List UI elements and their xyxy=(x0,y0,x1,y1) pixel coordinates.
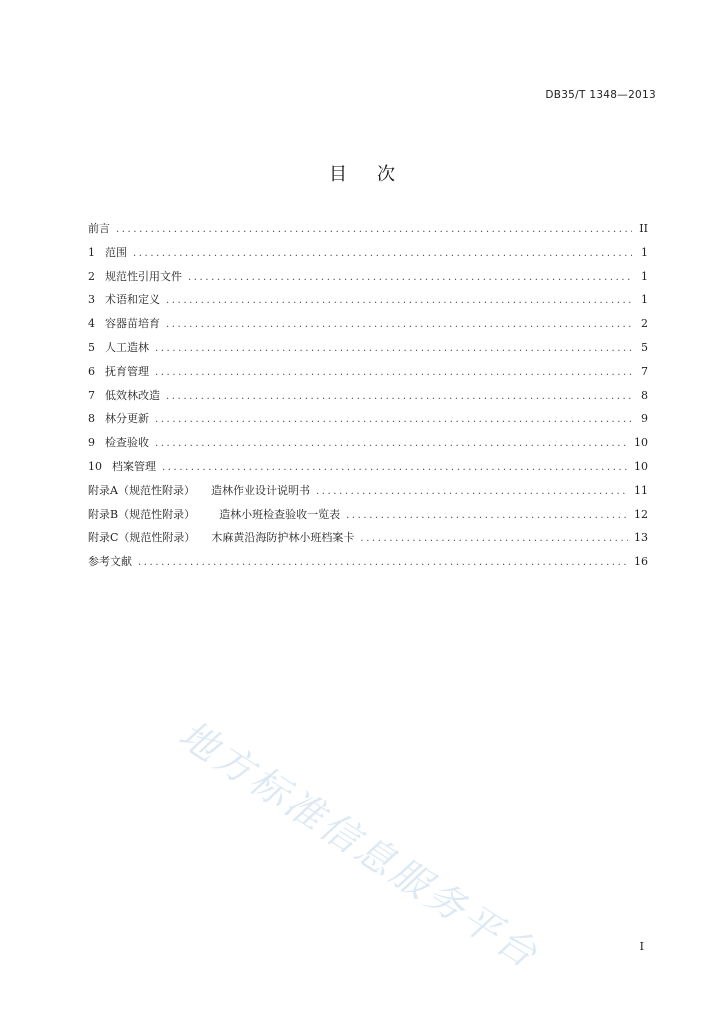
toc-label: 前言 xyxy=(88,222,110,235)
dot-leader xyxy=(346,504,628,528)
toc-label: 人工造林 xyxy=(105,340,149,354)
toc-number: 4 xyxy=(88,317,95,331)
toc-page: 16 xyxy=(634,555,648,569)
toc-label: 抚育管理 xyxy=(105,364,149,378)
toc-page: 13 xyxy=(634,531,648,545)
toc-entry-appendix-b[interactable] xyxy=(88,503,648,527)
toc-entry-9[interactable] xyxy=(88,431,648,455)
toc-page: 7 xyxy=(641,364,648,378)
toc-entry-5[interactable] xyxy=(88,336,648,360)
toc-entry-10[interactable] xyxy=(88,455,648,479)
dot-leader xyxy=(166,313,632,337)
toc-entry-appendix-a[interactable] xyxy=(88,479,648,503)
toc-page: 1 xyxy=(641,245,648,259)
toc-label: 范围 xyxy=(105,245,127,259)
toc-entry-appendix-c[interactable] xyxy=(88,526,648,550)
toc-page: 8 xyxy=(641,388,648,402)
toc-appendix-tag: 附录C（规范性附录） xyxy=(88,531,196,545)
dot-leader xyxy=(155,361,632,385)
dot-leader xyxy=(133,242,632,266)
toc-page: 9 xyxy=(641,412,648,426)
toc-number: 3 xyxy=(88,293,95,307)
toc-entry-1[interactable] xyxy=(88,241,648,265)
dot-leader xyxy=(166,385,632,409)
toc-number: 6 xyxy=(88,364,95,378)
dot-leader xyxy=(360,527,628,551)
toc-entry-references[interactable] xyxy=(88,550,648,574)
dot-leader xyxy=(155,408,632,432)
toc-entry-6[interactable] xyxy=(88,360,648,384)
toc-label: 参考文献 xyxy=(88,555,132,569)
toc-label: 林分更新 xyxy=(105,412,149,426)
page-title: 目次 xyxy=(329,164,425,185)
toc-appendix-tag: 附录A（规范性附录） xyxy=(88,483,195,497)
dot-leader xyxy=(138,551,628,575)
toc-number: 8 xyxy=(88,412,95,426)
toc-number: 2 xyxy=(88,269,95,283)
table-of-contents xyxy=(88,217,648,574)
toc-entry-7[interactable] xyxy=(88,384,648,408)
toc-page: 5 xyxy=(641,340,648,354)
toc-label: 规范性引用文件 xyxy=(105,269,182,283)
dot-leader xyxy=(166,289,632,313)
standard-code: DB35/T 1348—2013 xyxy=(545,89,656,101)
dot-leader xyxy=(162,456,628,480)
toc-appendix-tag: 附录B（规范性附录） xyxy=(88,507,196,521)
toc-label: 低效林改造 xyxy=(105,388,160,402)
dot-leader xyxy=(116,218,632,242)
toc-page: 2 xyxy=(641,317,648,331)
toc-label: 检查验收 xyxy=(105,436,149,450)
toc-label: 术语和定义 xyxy=(105,293,160,307)
dot-leader xyxy=(188,266,632,290)
toc-number: 9 xyxy=(88,436,95,450)
dot-leader xyxy=(316,480,628,504)
toc-number: 5 xyxy=(88,340,95,354)
toc-page: II xyxy=(639,222,648,235)
toc-label: 造林小班检查验收一览表 xyxy=(219,507,341,521)
toc-page: 12 xyxy=(634,507,648,521)
dot-leader xyxy=(155,432,628,456)
toc-entry-4[interactable] xyxy=(88,312,648,336)
dot-leader xyxy=(155,337,632,361)
toc-label: 档案管理 xyxy=(112,459,156,473)
toc-number: 1 xyxy=(88,245,95,259)
toc-page: 1 xyxy=(641,293,648,307)
toc-number: 10 xyxy=(88,459,102,473)
toc-entry-8[interactable] xyxy=(88,407,648,431)
toc-page: 10 xyxy=(634,459,648,473)
toc-entry-foreword[interactable] xyxy=(88,217,648,241)
toc-page: 1 xyxy=(641,269,648,283)
toc-page: 10 xyxy=(634,436,648,450)
toc-page: 11 xyxy=(634,483,648,497)
watermark: 地方标准信息服务平台 xyxy=(171,711,548,978)
toc-entry-2[interactable] xyxy=(88,265,648,289)
toc-label: 造林作业设计说明书 xyxy=(210,483,310,497)
toc-number: 7 xyxy=(88,388,95,402)
toc-entry-3[interactable] xyxy=(88,288,648,312)
toc-label: 木麻黄沿海防护林小班档案卡 xyxy=(211,531,355,545)
page-number: I xyxy=(639,940,644,953)
toc-label: 容器苗培育 xyxy=(105,317,160,331)
